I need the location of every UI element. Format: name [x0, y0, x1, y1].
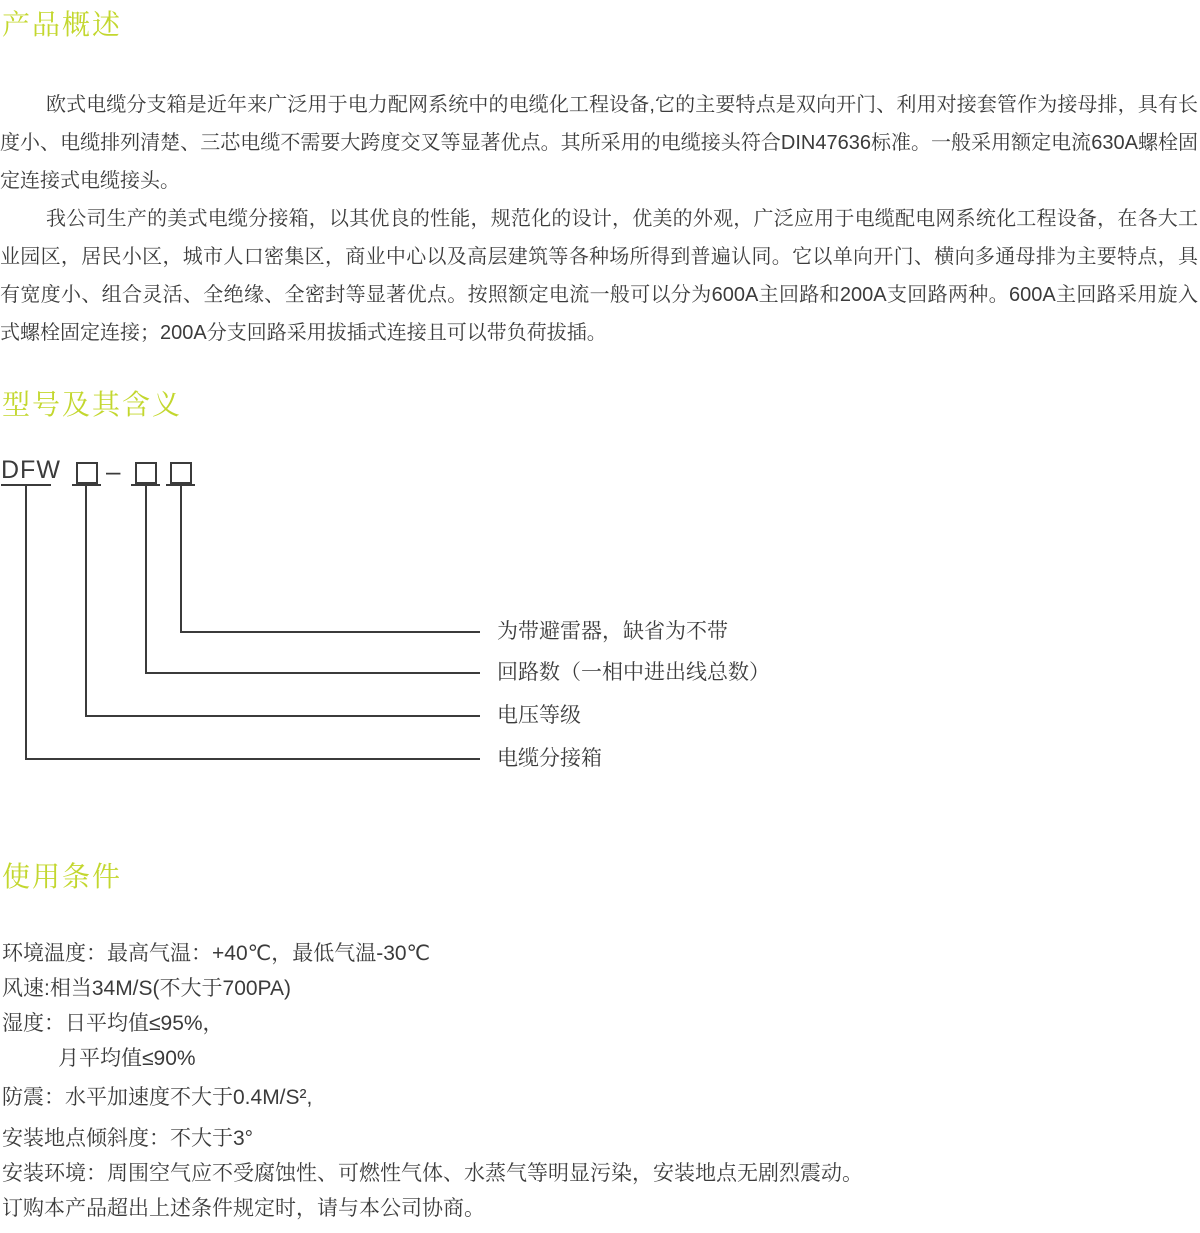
condition-line-tilt: 安装地点倾斜度：不大于3° — [2, 1127, 254, 1150]
connector-lines-icon — [0, 455, 500, 785]
model-label-voltage: 电压等级 — [497, 704, 581, 727]
condition-line-temperature: 环境温度：最高气温：+40℃，最低气温-30℃ — [2, 942, 431, 965]
model-label-circuits: 回路数（一相中进出线总数） — [497, 661, 770, 684]
model-code-diagram — [0, 455, 900, 785]
overview-heading: 产品概述 — [2, 9, 123, 40]
conditions-list — [2, 936, 1200, 1226]
conditions-heading: 使用条件 — [2, 861, 123, 892]
model-label-box-type: 电缆分接箱 — [497, 747, 602, 770]
model-code-prefix: DFW — [1, 456, 61, 484]
overview-text — [0, 86, 1198, 352]
condition-line-quake: 防震：水平加速度不大于0.4M/S², — [2, 1086, 313, 1109]
condition-line-order-note: 订购本产品超出上述条件规定时，请与本公司协商。 — [2, 1197, 485, 1220]
overview-paragraph-2: 我公司生产的美式电缆分接箱，以其优良的性能，规范化的设计，优美的外观，广泛应用于电缆配电网系统化工程设备，在各大工业园区，居民小区，城市人口密集区，商业中心以及高层建筑等各种场所得到普遍认同。它以单向开门、横向多通母排为主要特点，具有宽度小、组合灵活、全绝缘、全密封等显著优点。按照额定电流一般可以分为600A主回路和200A支回路两种。600A主回路采用旋入式螺栓固定连接；200A分支回路采用拔插式连接且可以带负荷拔插。 — [0, 208, 1198, 344]
condition-line-environment: 安装环境：周围空气应不受腐蚀性、可燃性气体、水蒸气等明显污染，安装地点无剧烈震动。 — [2, 1162, 863, 1185]
model-heading: 型号及其含义 — [2, 389, 183, 420]
condition-line-humidity-daily: 湿度：日平均值≤95%， — [2, 1012, 224, 1035]
overview-paragraph-1: 欧式电缆分支箱是近年来广泛用于电力配网系统中的电缆化工程设备,它的主要特点是双向开门、利用对接套管作为接母排，具有长度小、电缆排列清楚、三芯电缆不需要大跨度交叉等显著优点。其所采用的电缆接头符合DIN47636标准。一般采用额定电流630A螺栓固定连接式电缆接头。 — [0, 94, 1198, 192]
condition-line-wind: 风速:相当34M/S(不大于700PA) — [2, 977, 292, 1000]
condition-line-humidity-monthly: 月平均值≤90% — [58, 1047, 196, 1070]
model-label-arrester: 为带避雷器，缺省为不带 — [497, 620, 728, 643]
model-dash: – — [106, 456, 121, 486]
